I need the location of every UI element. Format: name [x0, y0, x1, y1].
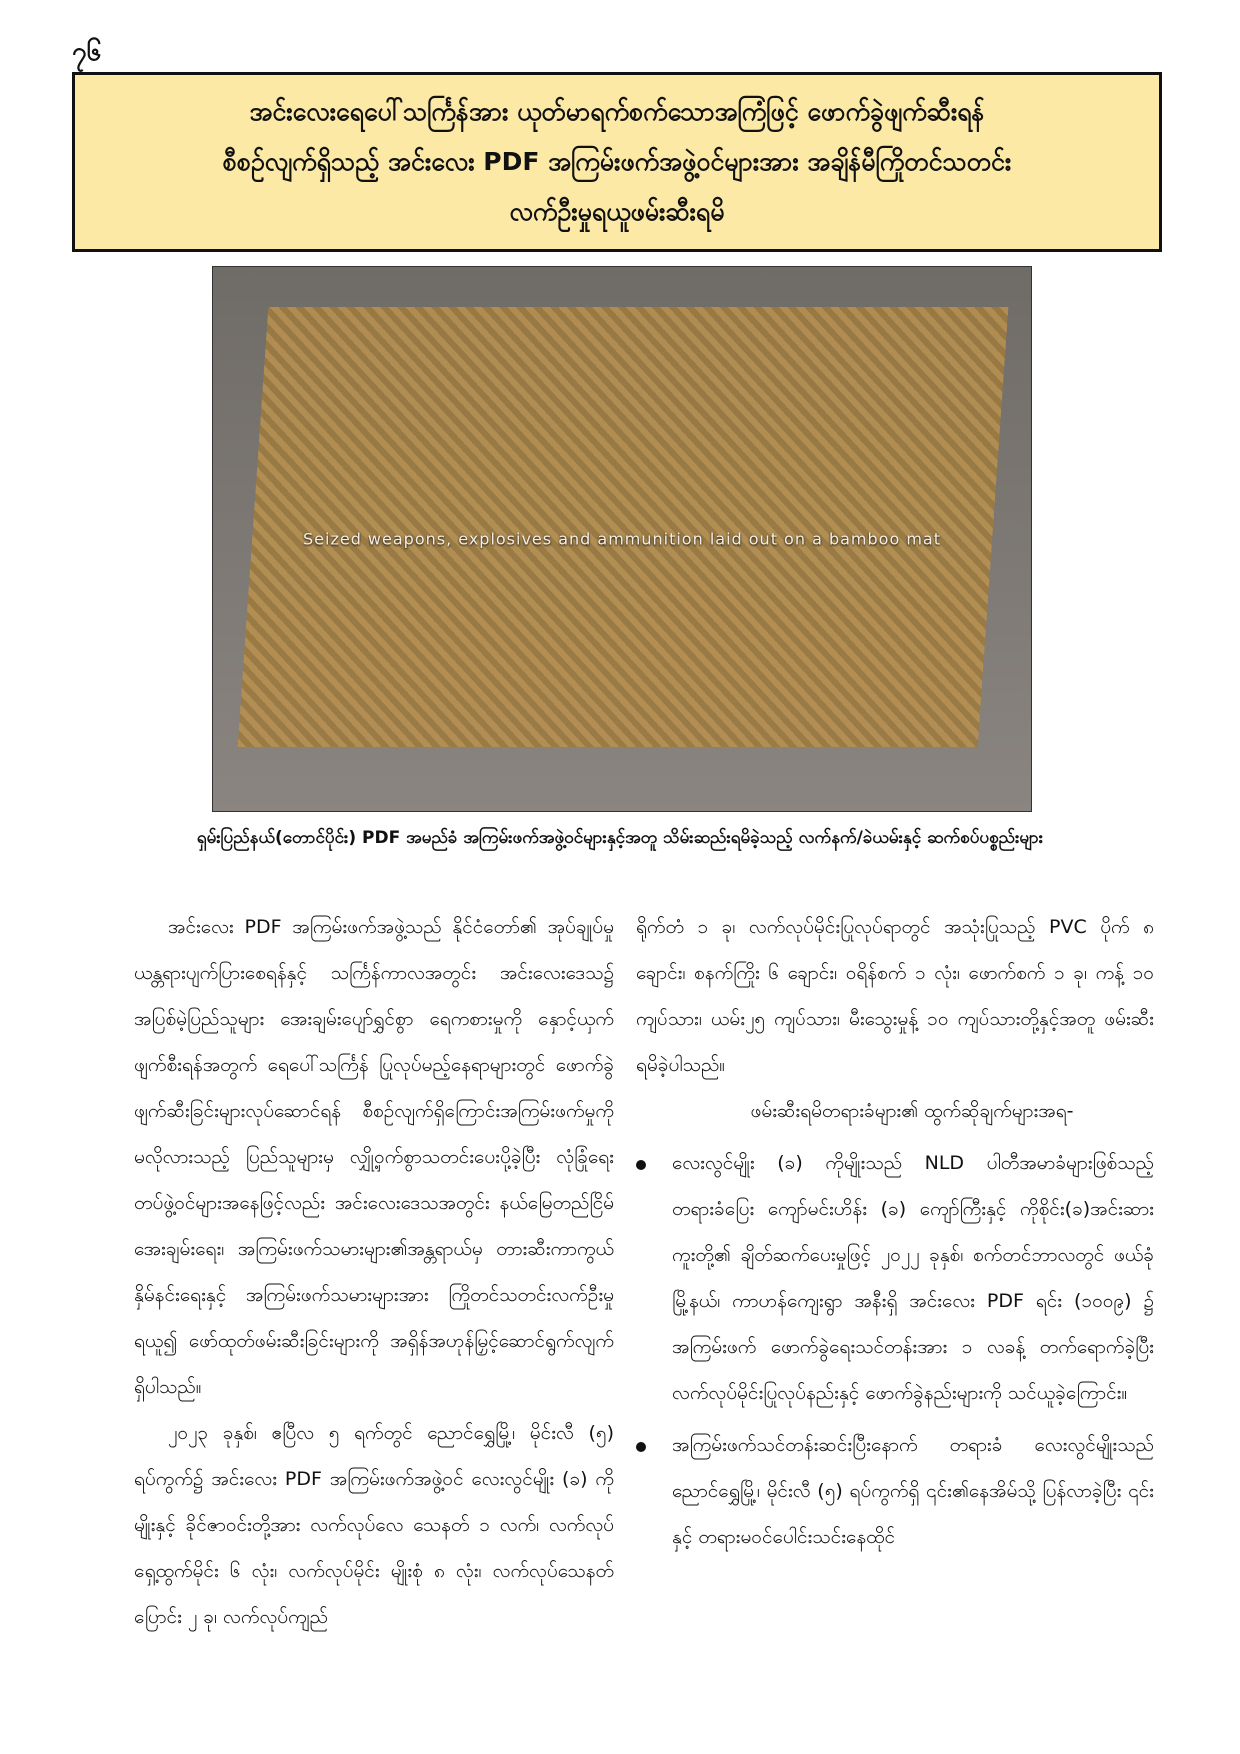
seized-weapons-photo — [212, 266, 1032, 812]
page-number: ၇၆ — [72, 37, 102, 67]
list-item — [636, 1422, 1154, 1560]
list-item-text: လေးလွင်မျိုး (ခ) ကိုမျိုးသည် NLD ပါတီအမာခံများဖြစ်သည့် တရားခံပြေး ကျော်မင်းဟိန်း (ခ) ကျော်ကြီးနှင့် ကိုစိုင်း(ခ)အင်းဆားကူးတို့၏ ချိတ်ဆက်ပေးမှုဖြင့် ၂၀၂၂ ခုနှစ်၊ စက်တင်ဘာလတွင် ဖယ်ခုံမြို့နယ်၊ ကာဟန်ကျေးရွာ အနီးရှိ အင်းလေး PDF ရင်း (၁၀၀၉) ၌ အကြမ်းဖက် ဖောက်ခွဲရေးသင်တန်းအား ၁ လခန့် တက်ရောက်ခဲ့ပြီး လက်လုပ်မိုင်းပြုလုပ်နည်းနှင့် ဖောက်ခွဲနည်းများကို သင်ယူခဲ့ကြောင်း။ — [672, 1152, 1154, 1404]
paragraph: ၂၀၂၃ ခုနှစ်၊ ဧပြီလ ၅ ရက်တွင် ညောင်ရွှေမြို့၊ မိုင်းလီ (၅) ရပ်ကွက်၌ အင်းလေး PDF အကြမ်းဖက်အဖွဲ့ဝင် လေးလွင်မျိုး (ခ) ကိုမျိုးနှင့် ခိုင်ဇာဝင်းတို့အား လက်လုပ်လေ သေနတ် ၁ လက်၊ လက်လုပ်ရှေ့ထွက်မိုင်း ၆ လုံး၊ လက်လုပ်မိုင်း မျိုးစုံ ၈ လုံး၊ လက်လုပ်သေနတ်ပြောင်း ၂ ခု၊ လက်လုပ်ကျည် — [134, 1422, 614, 1628]
photo-caption: ရှမ်းပြည်နယ်(တောင်ပိုင်း) PDF အမည်ခံ အကြမ်းဖက်အဖွဲ့ဝင်များနှင့်အတူ သိမ်းဆည်းရမိခဲ့သည့် လက်နက်/ခဲယမ်းနှင့် ဆက်စပ်ပစ္စည်းများ — [196, 828, 1044, 848]
headline-box — [72, 72, 1162, 252]
paragraph-lead-in: ဖမ်းဆီးရမိတရားခံများ၏ ထွက်ဆိုချက်များအရ- — [750, 1100, 1074, 1122]
paragraph: ရိုက်တံ ၁ ခု၊ လက်လုပ်မိုင်းပြုလုပ်ရာတွင် အသုံးပြုသည့် PVC ပိုက် ၈ ချောင်း၊ စနက်ကြိုး ၆ ချောင်း၊ ဝရိန်စက် ၁ လုံး၊ ဖောက်စက် ၁ ခု၊ ကန့် ၁၀ ကျပ်သား၊ ယမ်း၂၅ ကျပ်သား၊ မီးသွေးမှုန့် ၁၀ ကျပ်သားတို့နှင့်အတူ ဖမ်းဆီးရမိခဲ့ပါသည်။ — [636, 916, 1154, 1076]
photo-placeholder-label: Seized weapons, explosives and ammunition laid out on a bamboo mat — [303, 529, 941, 549]
left-column — [134, 904, 614, 1640]
photo-mat-placeholder — [238, 307, 1009, 747]
right-column — [636, 904, 1154, 1560]
bullet-icon — [636, 1160, 646, 1170]
headline-line-3: လက်ဦးမှုရယူဖမ်းဆီးရမိ — [509, 197, 725, 226]
headline-line-2: စီစဉ်လျက်ရှိသည့် အင်းလေး PDF အကြမ်းဖက်အဖွဲ့ဝင်များအား အချိန်မီကြိုတင်သတင်း — [222, 147, 1012, 176]
paragraph: အင်းလေး PDF အကြမ်းဖက်အဖွဲ့သည် နိုင်ငံတော်၏ အုပ်ချုပ်မှုယန္တရားပျက်ပြားစေရန်နှင့် သင်္ကြန်ကာလအတွင်း အင်းလေးဒေသ၌ အပြစ်မဲ့ပြည်သူများ အေးချမ်းပျော်ရွှင်စွာ ရေကစားမှုကို နှောင့်ယှက်ဖျက်စီးရန်အတွက် ရေပေါ်သင်္ကြန် ပြုလုပ်မည့်နေရာများတွင် ဖောက်ခွဲဖျက်ဆီးခြင်းများလုပ်ဆောင်ရန် စီစဉ်လျက်ရှိကြောင်းအကြမ်းဖက်မှုကို မလိုလားသည့် ပြည်သူများမှ လျှို့ဝှက်စွာသတင်းပေးပို့ခဲ့ပြီး လုံခြုံရေးတပ်ဖွဲ့ဝင်များအနေဖြင့်လည်း အင်းလေးဒေသအတွင်း နယ်မြေတည်ငြိမ်အေးချမ်းရေး၊ အကြမ်းဖက်သမားများ၏အန္တရာယ်မှ တားဆီးကာကွယ်နှိမ်နင်းရေးနှင့် အကြမ်းဖက်သမားများအား ကြိုတင်သတင်းလက်ဦးမှုရယူ၍ ဖော်ထုတ်ဖမ်းဆီးခြင်းများကို အရှိန်အဟုန်မြှင့်ဆောင်ရွက်လျက်ရှိပါသည်။ — [134, 916, 614, 1398]
findings-list — [636, 1140, 1154, 1560]
list-item — [636, 1140, 1154, 1416]
headline-line-1: အင်းလေးရေပေါ်သင်္ကြန်အား ယုတ်မာရက်စက်သောအကြံဖြင့် ဖောက်ခွဲဖျက်ဆီးရန် — [249, 97, 985, 126]
bullet-icon — [636, 1442, 646, 1452]
list-item-text: အကြမ်းဖက်သင်တန်းဆင်းပြီးနောက် တရားခံ လေးလွင်မျိုးသည် ညောင်ရွှေမြို့၊ မိုင်းလီ (၅) ရပ်ကွက်ရှိ ၎င်း၏နေအိမ်သို့ ပြန်လာခဲ့ပြီး ၎င်းနှင့် တရားမဝင်ပေါင်းသင်းနေထိုင် — [672, 1434, 1154, 1548]
